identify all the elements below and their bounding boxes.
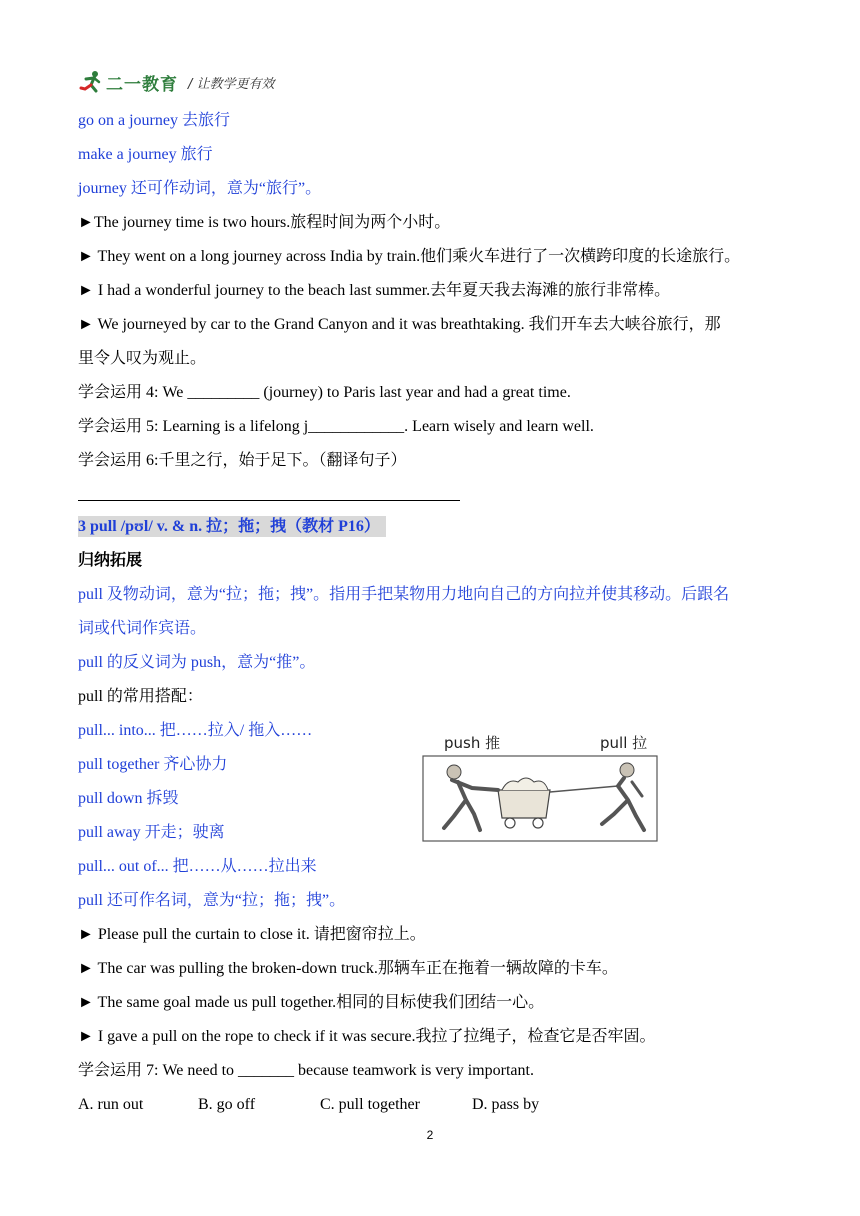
text-line: 词或代词作宾语。 [78,620,207,637]
slogan: / 让教学更有效 [188,76,275,92]
section-heading [78,516,386,538]
phrase-line: pull away 开走；驶离 [78,824,225,841]
text-line: pull 的反义词为 push，意为“推”。 [78,654,316,671]
example-line: 里令人叹为观止。 [78,350,207,367]
text-line: pull 还可作名词，意为“拉；拖；拽”。 [78,892,346,909]
text-line: make a journey 旅行 [78,146,213,163]
answer-line [78,500,460,501]
example-line: ► The same goal made us pull together.相同的目标使我们团结一心。 [78,994,545,1011]
phrase-line: pull... into... 把……拉入/ 拖入…… [78,722,313,739]
example-line: ► We journeyed by car to the Grand Canyon and it was breathtaking. 我们开车去大峡谷旅行，那 [78,316,721,333]
option-b: B. go off [198,1096,256,1113]
option-a: A. run out [78,1096,144,1113]
example-line: ► They went on a long journey across India by train.他们乘火车进行了一次横跨印度的长途旅行。 [78,248,741,265]
exercise-line: 学会运用 5: Learning is a lifelong j____________. Learn wisely and learn well. [78,418,594,435]
option-d: D. pass by [472,1096,540,1113]
text-line: pull 的常用搭配： [78,688,203,705]
exercise-line: 学会运用 4: We _________ (journey) to Paris last year and had a great time. [78,384,571,401]
example-line: ► Please pull the curtain to close it. 请把窗帘拉上。 [78,926,426,943]
example-line: ► The car was pulling the broken-down truck.那辆车正在拖着一辆故障的卡车。 [78,960,618,977]
push-pull-illustration [420,720,660,845]
example-line: ► I had a wonderful journey to the beach last summer.去年夏天我去海滩的旅行非常棒。 [78,282,671,299]
example-line: ► I gave a pull on the rope to check if it was secure.我拉了拉绳子，检查它是否牢固。 [78,1028,656,1045]
section-heading-text: 3 pull /pʊl/ v. & n. 拉；拖；拽（教材 P16） [78,516,386,537]
logo-text: 二一教育 [106,74,178,95]
example-line: ►The journey time is two hours.旅程时间为两个小时。 [78,214,451,231]
option-c: C. pull together [320,1096,420,1113]
subheading: 归纳拓展 [78,552,143,569]
push-label: push 推 [444,734,501,752]
exercise-line: 学会运用 7: We need to _______ because teamwork is very important. [78,1062,534,1079]
text-line: pull 及物动词，意为“拉；拖；拽”。指用手把某物用力地向自己的方向拉并使其移动。后跟名 [78,586,730,603]
page-number: 2 [426,1128,434,1142]
runner-logo-icon [78,69,104,95]
pull-label: pull 拉 [600,734,648,752]
header [78,66,275,98]
text-line: journey 还可作动词，意为“旅行”。 [78,180,322,197]
phrase-line: pull down 拆毁 [78,790,179,807]
text-line: go on a journey 去旅行 [78,112,230,129]
exercise-line: 学会运用 6:千里之行，始于足下。（翻译句子） [78,452,407,469]
phrase-line: pull... out of... 把……从……拉出来 [78,858,317,875]
phrase-line: pull together 齐心协力 [78,756,228,773]
